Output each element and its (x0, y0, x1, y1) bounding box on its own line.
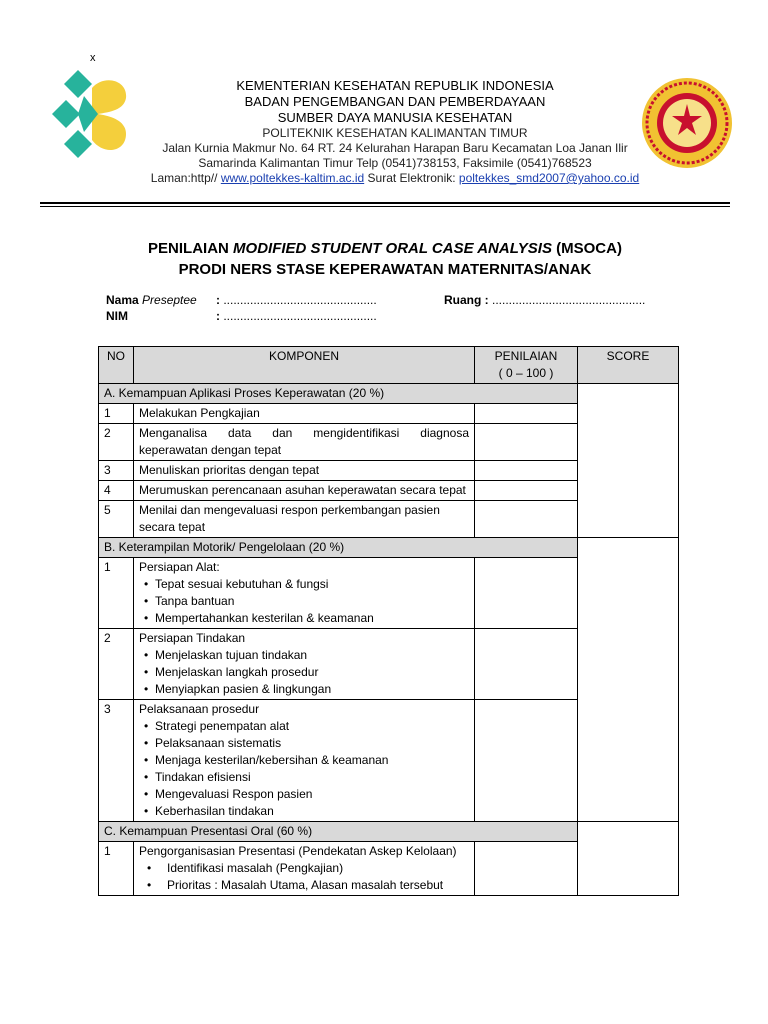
address-line-1: Jalan Kurnia Makmur No. 64 RT. 24 Kelurahan Harapan Baru Kecamatan Loa Janan Ilir (162, 141, 628, 155)
list-item: • Tanpa bantuan (139, 593, 469, 610)
nama-field[interactable]: : .............................................. (216, 293, 377, 307)
penilaian-input[interactable] (475, 842, 578, 896)
website-link[interactable]: www.poltekkes-kaltim.ac.id (220, 171, 365, 185)
list-item: • Keberhasilan tindakan (139, 803, 469, 820)
list-item: • Menjelaskan langkah prosedur (139, 664, 469, 681)
x-mark: x (90, 52, 96, 64)
list-item: • Strategi penempatan alat (139, 718, 469, 735)
table-row: 2 Menganalisa data dan mengidentifikasi diagnosa keperawatan dengan tepat (99, 424, 679, 461)
table-row: 1 Persiapan Alat: • Tepat sesuai kebutuhan & fungsi • Tanpa bantuan • Mempertahankan kesterilan & keamanan (99, 558, 679, 629)
table-row: 4 Merumuskan perencanaan asuhan keperawatan secara tepat (99, 481, 679, 501)
penilaian-input[interactable] (475, 481, 578, 501)
list-item: • Tindakan efisiensi (139, 769, 469, 786)
ruang-field[interactable]: Ruang : .............................................. (444, 293, 646, 307)
address-line-2: Samarinda Kalimantan Timur Telp (0541)738153, Faksimile (0541)768523 (198, 156, 592, 170)
table-row: 1 Pengorganisasian Presentasi (Pendekatan Askep Kelolaan) • Identifikasi masalah (Pengkajian) • Prioritas : Masalah Utama, Alasan masalah tersebut (99, 842, 679, 896)
table-row: 1 Melakukan Pengkajian (99, 404, 679, 424)
penilaian-input[interactable] (475, 558, 578, 629)
list-item: • Pelaksanaan sistematis (139, 735, 469, 752)
document-title (40, 238, 730, 280)
nim-field[interactable]: : .............................................. (216, 309, 377, 323)
logo-diamond-left (52, 100, 80, 128)
penilaian-input[interactable] (475, 461, 578, 481)
list-item: • Prioritas : Masalah Utama, Alasan masalah tersebut (139, 877, 469, 894)
table-row: 3 Menuliskan prioritas dengan tepat (99, 461, 679, 481)
header-komponen: KOMPONEN (134, 347, 475, 384)
nim-label: NIM (106, 309, 128, 323)
list-item: • Identifikasi masalah (Pengkajian) (139, 860, 469, 877)
list-item: • Menjelaskan tujuan tindakan (139, 647, 469, 664)
list-item: • Menyiapkan pasien & lingkungan (139, 681, 469, 698)
header-no: NO (99, 347, 134, 384)
list-item: • Mempertahankan kesterilan & keamanan (139, 610, 469, 627)
email-link[interactable]: poltekkes_smd2007@yahoo.co.id (458, 171, 640, 185)
table-row: 2 Persiapan Tindakan • Menjelaskan tujuan tindakan • Menjelaskan langkah prosedur • Menyiapkan pasien & lingkungan (99, 629, 679, 700)
section-a-row (99, 384, 679, 404)
header-rule-thick (40, 202, 730, 204)
email-prefix: Surat Elektronik: (364, 171, 459, 185)
assessment-table (98, 346, 679, 896)
contact-line (110, 171, 680, 186)
web-prefix: Laman:http// (150, 171, 221, 185)
section-a-title: A. Kemampuan Aplikasi Proses Keperawatan (20 %) (99, 384, 578, 404)
list-item: • Menjaga kesterilan/kebersihan & keamanan (139, 752, 469, 769)
header-score: SCORE (578, 347, 679, 384)
list-item: • Tepat sesuai kebutuhan & fungsi (139, 576, 469, 593)
institution-name: POLITEKNIK KESEHATAN KALIMANTAN TIMUR (262, 126, 528, 140)
table-row: 3 Pelaksanaan prosedur • Strategi penempatan alat • Pelaksanaan sistematis • Menjaga kesterilan/kebersihan & keamanan • Tindakan efisiensi • Mengevaluasi Respon pasien • Keberhasilan tindakan (99, 700, 679, 822)
section-c-row (99, 822, 679, 842)
table-header-row (99, 347, 679, 384)
header-rule-thin (40, 206, 730, 207)
list-item: • Mengevaluasi Respon pasien (139, 786, 469, 803)
penilaian-input[interactable] (475, 404, 578, 424)
penilaian-input[interactable] (475, 700, 578, 822)
ministry-name: KEMENTERIAN KESEHATAN REPUBLIK INDONESIA (236, 78, 554, 93)
title-line-2: PRODI NERS STASE KEPERAWATAN MATERNITAS/ANAK (178, 261, 592, 278)
nama-label: Nama Preseptee (106, 293, 197, 307)
header-penilaian: PENILAIAN ( 0 – 100 ) (475, 347, 578, 384)
section-b-row (99, 538, 679, 558)
score-cell-b[interactable] (578, 538, 679, 822)
table-row: 5 Menilai dan mengevaluasi respon perkembangan pasien secara tepat (99, 501, 679, 538)
section-c-title: C. Kemampuan Presentasi Oral (60 %) (99, 822, 578, 842)
logo-diamond-top (64, 70, 92, 98)
agency-name-1: BADAN PENGEMBANGAN DAN PEMBERDAYAAN (244, 94, 546, 109)
section-b-title: B. Keterampilan Motorik/ Pengelolaan (20 %) (99, 538, 578, 558)
penilaian-input[interactable] (475, 424, 578, 461)
score-cell-a[interactable] (578, 384, 679, 538)
logo-diamond-bottom (64, 130, 92, 158)
letterhead (110, 78, 680, 186)
score-cell-c[interactable] (578, 822, 679, 896)
title-line-1: PENILAIAN MODIFIED STUDENT ORAL CASE ANALYSIS (MSOCA) (148, 240, 622, 257)
penilaian-input[interactable] (475, 629, 578, 700)
penilaian-input[interactable] (475, 501, 578, 538)
agency-name-2: SUMBER DAYA MANUSIA KESEHATAN (277, 110, 513, 125)
